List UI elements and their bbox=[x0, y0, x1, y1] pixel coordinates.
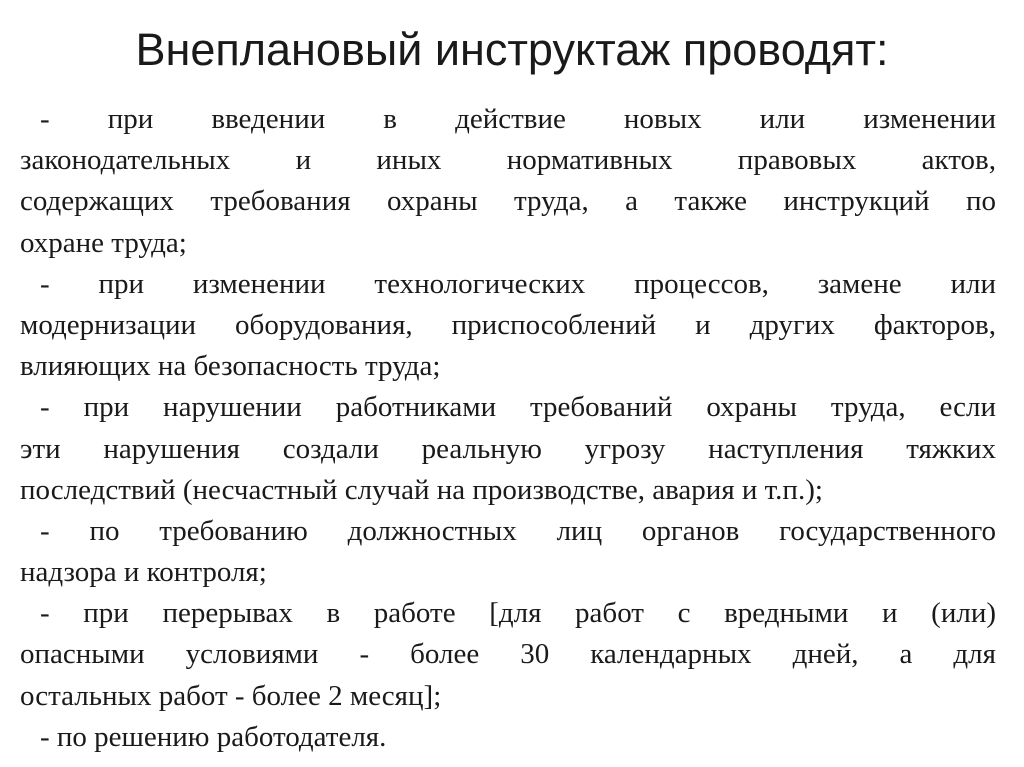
list-item bbox=[20, 593, 996, 717]
slide-title: Внеплановый инструктаж проводят: bbox=[135, 24, 889, 75]
text-line: влияющих на безопасность труда; bbox=[20, 350, 441, 383]
text-line: - при нарушении работниками требований охраны труда, если bbox=[40, 391, 996, 424]
text-line: опасными условиями - более 30 календарных дней, а для bbox=[20, 638, 996, 671]
list-item bbox=[20, 99, 996, 264]
text-line: надзора и контроля; bbox=[20, 556, 267, 589]
text-line: - при введении в действие новых или изменении bbox=[40, 103, 996, 135]
list-item bbox=[20, 717, 996, 758]
text-line: - по требованию должностных лиц органов государственного bbox=[40, 514, 996, 547]
list-item bbox=[20, 387, 996, 511]
text-line: охране труда; bbox=[20, 226, 187, 259]
text-line: модернизации оборудования, приспособлений и других факторов, bbox=[20, 308, 996, 341]
text-line: - при изменении технологических процессов, замене или bbox=[40, 267, 996, 300]
text-line: последствий (несчастный случай на производстве, авария и т.п.); bbox=[20, 473, 823, 506]
text-line: остальных работ - более 2 месяц]; bbox=[20, 679, 442, 712]
text-line: законодательных и иных нормативных правовых актов, bbox=[20, 144, 996, 177]
list-item bbox=[20, 511, 996, 593]
list-item bbox=[20, 264, 996, 388]
text-line: - по решению работодателя. bbox=[40, 720, 387, 753]
slide-body bbox=[20, 99, 996, 758]
text-line: - при перерывах в работе [для работ с вредными и (или) bbox=[40, 597, 996, 630]
text-line: эти нарушения создали реальную угрозу наступления тяжких bbox=[20, 432, 996, 465]
text-line: содержащих требования охраны труда, а также инструкций по bbox=[20, 185, 996, 218]
